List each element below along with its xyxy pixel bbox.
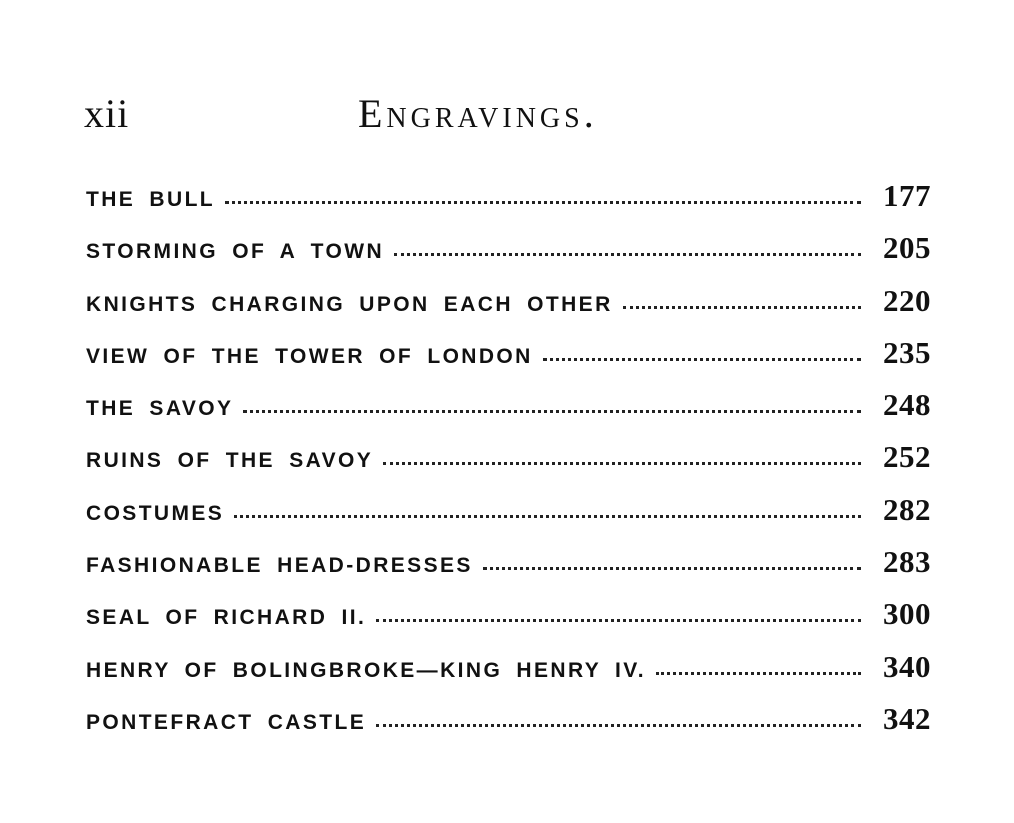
entry-page-number: 248 [883,387,931,423]
entry-page-number: 282 [883,491,931,527]
list-item [86,178,931,230]
entry-page-number: 342 [883,700,931,736]
dot-leader [243,402,861,413]
entry-page-number: 220 [883,282,931,318]
list-item [86,283,931,335]
entry-title: THE SAVOY [86,397,234,421]
entry-title: RUINS OF THE SAVOY [86,449,374,473]
list-item [86,387,931,439]
entry-title: HENRY OF BOLINGBROKE—KING HENRY IV. [86,658,646,682]
dot-leader [383,454,861,465]
entry-page-number: 300 [883,596,931,632]
page-title: Engravings. [358,91,598,136]
dot-leader [376,611,861,622]
list-item [86,701,931,753]
entry-title: COSTUMES [86,501,225,525]
entry-title: KNIGHTS CHARGING UPON EACH OTHER [86,292,613,316]
entry-title: STORMING OF A TOWN [86,240,385,264]
list-item [86,492,931,544]
entry-page-number: 235 [883,334,931,370]
entry-title: THE BULL [86,188,216,211]
list-item [86,649,931,701]
entry-title: FASHIONABLE HEAD-DRESSES [86,554,473,578]
list-item [86,544,931,596]
dot-leader [543,350,861,361]
entry-page-number: 205 [883,230,931,266]
dot-leader [394,245,861,256]
entry-page-number: 340 [883,648,931,684]
dot-leader [225,193,861,204]
entry-page-number: 252 [883,439,931,475]
dot-leader [234,507,861,518]
entry-title: VIEW OF THE TOWER OF LONDON [86,344,533,368]
dot-leader [656,664,861,675]
entry-title: SEAL OF RICHARD II. [86,606,367,630]
entry-page-number: 177 [883,178,931,213]
list-item [86,596,931,648]
list-item [86,439,931,491]
engravings-list [86,178,931,753]
list-item [86,335,931,387]
entry-page-number: 283 [883,544,931,580]
dot-leader [483,559,861,570]
dot-leader [623,298,861,309]
page-number: xii [84,91,130,136]
list-item [86,230,931,282]
dot-leader [376,716,861,727]
entry-title: PONTEFRACT CASTLE [86,710,367,734]
